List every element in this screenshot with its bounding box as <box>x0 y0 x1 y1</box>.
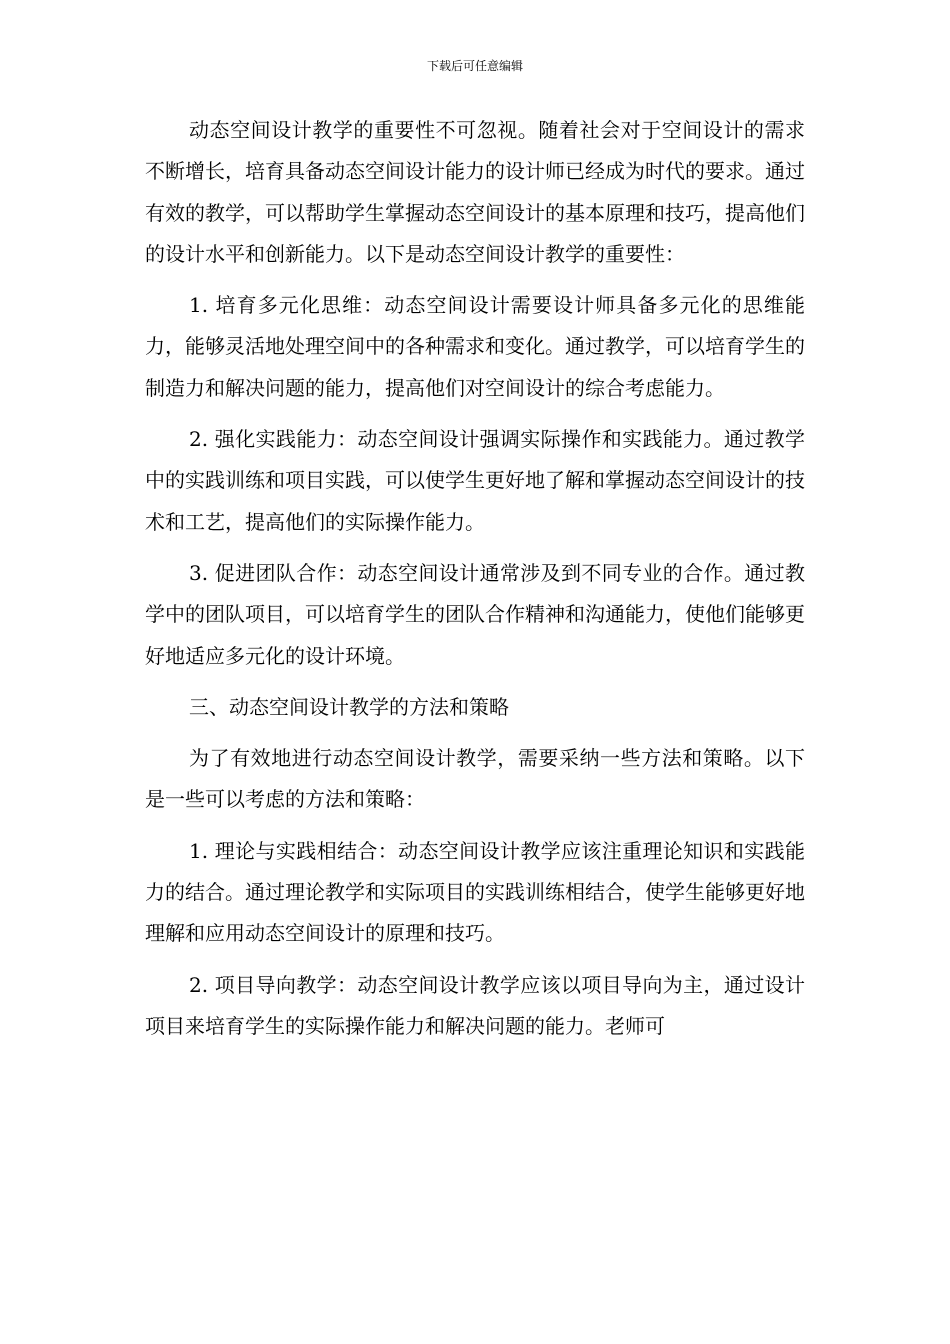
list-item-diverse-thinking: 1. 培育多元化思维：动态空间设计需要设计师具备多元化的思维能力，能够灵活地处理空间中的各种需求和变化。通过教学，可以培育学生的制造力和解决问题的能力，提高他们对空间设计的综合考虑能力。 <box>145 293 805 400</box>
paragraph-intro: 动态空间设计教学的重要性不可忽视。随着社会对于空间设计的需求不断增长，培育具备动态空间设计能力的设计师已经成为时代的要求。通过有效的教学，可以帮助学生掌握动态空间设计的基本原理和技巧，提高他们的设计水平和创新能力。以下是动态空间设计教学的重要性： <box>145 118 805 266</box>
list-item-practical-ability: 2. 强化实践能力：动态空间设计强调实际操作和实践能力。通过教学中的实践训练和项目实践，可以使学生更好地了解和掌握动态空间设计的技术和工艺，提高他们的实际操作能力。 <box>145 427 805 534</box>
list-item-teamwork: 3. 促进团队合作：动态空间设计通常涉及到不同专业的合作。通过教学中的团队项目，可以培育学生的团队合作精神和沟通能力，使他们能够更好地适应多元化的设计环境。 <box>145 560 805 668</box>
list-item-project-oriented: 2. 项目导向教学：动态空间设计教学应该以项目导向为主，通过设计项目来培育学生的实际操作能力和解决问题的能力。老师可 <box>145 972 805 1038</box>
list-item-theory-practice: 1. 理论与实践相结合：动态空间设计教学应该注重理论知识和实践能力的结合。通过理论教学和实际项目的实践训练相结合，使学生能够更好地理解和应用动态空间设计的原理和技巧。 <box>145 838 805 946</box>
paragraph-methods-intro: 为了有效地进行动态空间设计教学，需要采纳一些方法和策略。以下是一些可以考虑的方法和策略： <box>145 746 805 812</box>
page-header: 下载后可任意编辑 <box>426 59 523 73</box>
section-heading: 三、动态空间设计教学的方法和策略 <box>189 694 509 719</box>
document-body <box>145 110 805 1047</box>
